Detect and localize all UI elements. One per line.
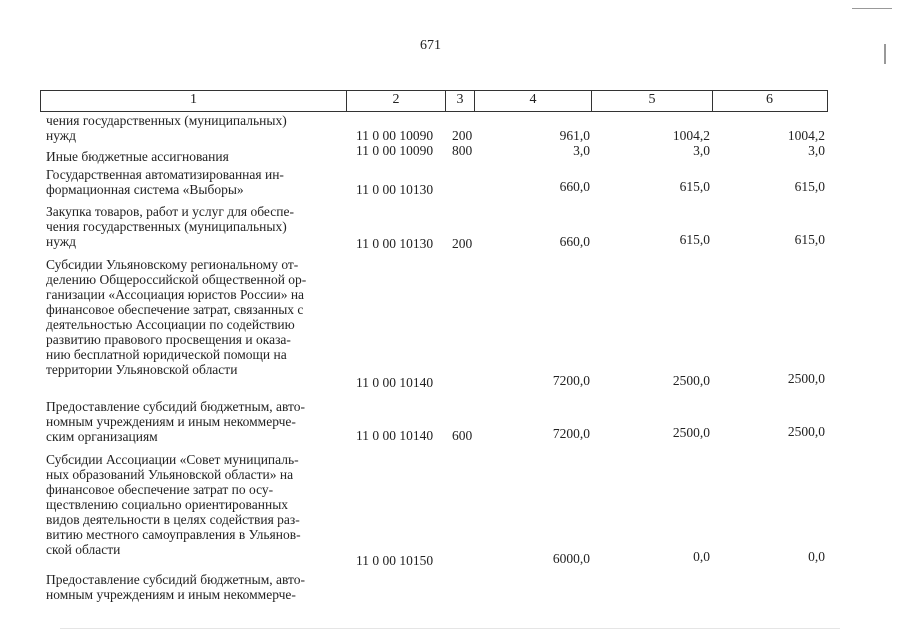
row-description bbox=[46, 149, 344, 164]
row-value-4: 3,0 bbox=[573, 143, 590, 158]
description-line: Государственная автоматизированная ин- bbox=[46, 167, 284, 182]
description-line: нию бесплатной юридической помощи на bbox=[46, 347, 287, 362]
description-line: ществлению социально ориентированных bbox=[46, 497, 289, 512]
row-expense-type: 200 bbox=[452, 236, 473, 251]
header-col-5: 5 bbox=[592, 91, 713, 111]
description-line: ных образований Ульяновской области» на bbox=[46, 467, 294, 482]
row-code: 11 0 00 10130 bbox=[356, 182, 434, 197]
description-line: Предоставление субсидий бюджетным, авто- bbox=[46, 572, 305, 587]
header-col-6: 6 bbox=[766, 92, 773, 107]
row-value-4: 7200,0 bbox=[552, 373, 590, 388]
description-line: формационная система «Выборы» bbox=[46, 182, 244, 197]
scan-speck bbox=[884, 44, 886, 64]
row-description bbox=[46, 257, 344, 377]
description-line: номным учреждениям и иным некоммерче- bbox=[46, 414, 296, 429]
header-col-3: 3 bbox=[446, 91, 475, 111]
page-number: 671 bbox=[420, 38, 441, 53]
row-value-6: 3,0 bbox=[808, 143, 825, 158]
description-line: Закупка товаров, работ и услуг для обеспе- bbox=[46, 204, 294, 219]
description-line: ским организациям bbox=[46, 429, 158, 444]
description-line: ской области bbox=[46, 542, 121, 557]
description-line: Субсидии Ульяновскому региональному от- bbox=[46, 257, 299, 272]
row-value-6: 2500,0 bbox=[787, 424, 825, 439]
header-col-2: 2 bbox=[347, 91, 446, 111]
row-value-4: 961,0 bbox=[559, 128, 590, 143]
row-code: 11 0 00 10090 bbox=[356, 143, 434, 158]
row-value-5: 2500,0 bbox=[672, 373, 710, 388]
header-col-1: 1 bbox=[41, 91, 347, 111]
row-description bbox=[46, 399, 344, 444]
row-expense-type: 800 bbox=[452, 143, 473, 158]
row-value-5: 615,0 bbox=[679, 179, 710, 194]
description-line: видов деятельности в целях содействия раз- bbox=[46, 512, 300, 527]
row-value-5: 2500,0 bbox=[672, 425, 710, 440]
description-line: нужд bbox=[46, 128, 76, 143]
row-code: 11 0 00 10140 bbox=[356, 428, 434, 443]
row-value-4: 6000,0 bbox=[552, 551, 590, 566]
row-value-6: 1004,2 bbox=[787, 128, 825, 143]
row-value-5: 3,0 bbox=[693, 143, 710, 158]
row-value-4: 660,0 bbox=[559, 179, 590, 194]
description-line: чения государственных (муниципальных) bbox=[46, 219, 287, 234]
description-line: финансовое обеспечение затрат, связанных с bbox=[46, 302, 304, 317]
header-col-4: 4 bbox=[475, 91, 592, 111]
description-line: витию местного самоуправления в Ульянов- bbox=[46, 527, 301, 542]
row-value-5: 0,0 bbox=[693, 549, 710, 564]
row-description bbox=[46, 572, 344, 602]
row-value-5: 1004,2 bbox=[672, 128, 710, 143]
description-line: Предоставление субсидий бюджетным, авто- bbox=[46, 399, 305, 414]
row-value-4: 660,0 bbox=[559, 234, 590, 249]
description-line: делению Общероссийской общественной ор- bbox=[46, 272, 307, 287]
description-line: территории Ульяновской области bbox=[46, 362, 238, 377]
description-line: номным учреждениям и иным некоммерче- bbox=[46, 587, 296, 602]
row-expense-type: 600 bbox=[452, 428, 473, 443]
row-description bbox=[46, 204, 344, 249]
row-code: 11 0 00 10140 bbox=[356, 375, 434, 390]
row-value-6: 615,0 bbox=[794, 179, 825, 194]
description-line: деятельностью Ассоциации по содействию bbox=[46, 317, 295, 332]
row-value-5: 615,0 bbox=[679, 232, 710, 247]
description-line: финансовое обеспечение затрат по осу- bbox=[46, 482, 274, 497]
row-expense-type: 200 bbox=[452, 128, 473, 143]
description-line: Субсидии Ассоциации «Совет муниципаль- bbox=[46, 452, 299, 467]
description-line: развитию правового просвещения и оказа- bbox=[46, 332, 291, 347]
row-code: 11 0 00 10130 bbox=[356, 236, 434, 251]
row-description bbox=[46, 167, 344, 197]
row-code: 11 0 00 10090 bbox=[356, 128, 434, 143]
description-line: Иные бюджетные ассигнования bbox=[46, 149, 229, 164]
description-line: ганизации «Ассоциация юристов России» на bbox=[46, 287, 305, 302]
row-value-6: 615,0 bbox=[794, 232, 825, 247]
scan-speck bbox=[60, 628, 840, 629]
row-value-6: 2500,0 bbox=[787, 371, 825, 386]
row-value-6: 0,0 bbox=[808, 549, 825, 564]
description-line: нужд bbox=[46, 234, 76, 249]
row-value-4: 7200,0 bbox=[552, 426, 590, 441]
table-header bbox=[40, 90, 828, 112]
description-line: чения государственных (муниципальных) bbox=[46, 113, 287, 128]
row-code: 11 0 00 10150 bbox=[356, 553, 434, 568]
row-description bbox=[46, 452, 344, 557]
scan-speck bbox=[852, 8, 892, 9]
row-description bbox=[46, 113, 344, 143]
